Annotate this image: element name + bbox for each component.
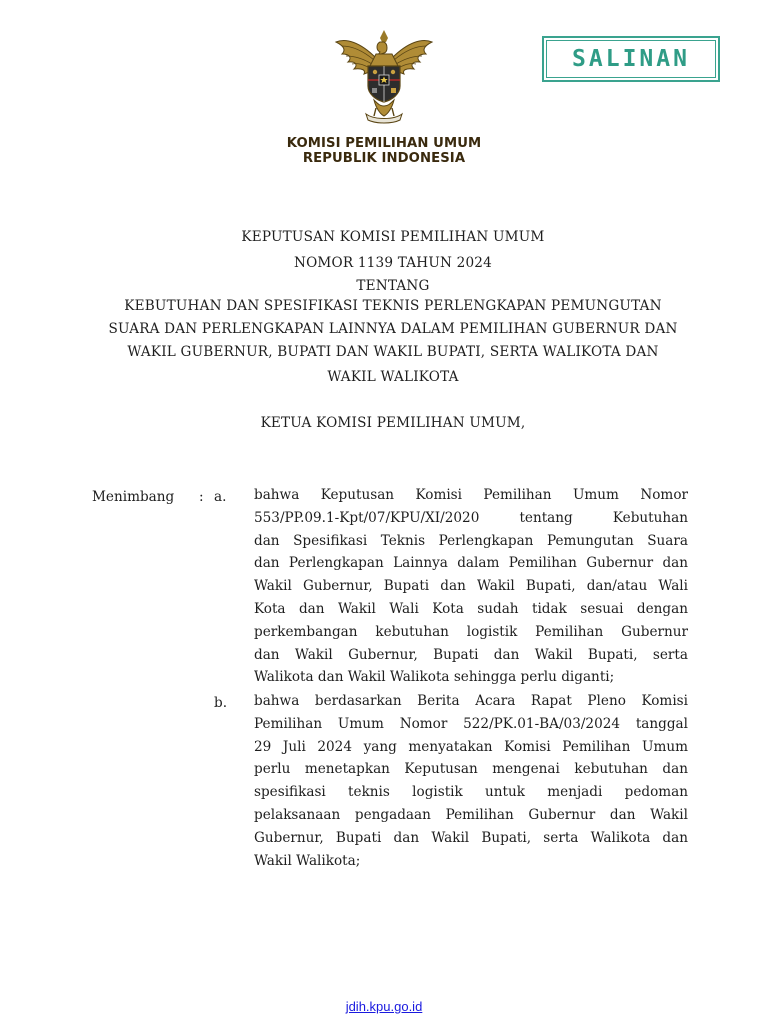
decree-subject-line: WAKIL WALIKOTA <box>327 369 459 385</box>
paragraph-line: perkembangan kebutuhan logistik Pemilihan Gubernur <box>254 623 688 640</box>
paragraph-line: Kota dan Wakil Wali Kota sudah tidak sesuai dengan <box>254 600 688 617</box>
paragraph-line: spesifikasi teknis logistik untuk menjadi pedoman <box>254 784 688 801</box>
paragraph-line: pelaksanaan pengadaan Pemilihan Gubernur dan Wakil <box>254 806 688 823</box>
salinan-stamp <box>542 36 720 82</box>
garuda-emblem-icon <box>330 28 438 126</box>
decree-authority: KETUA KOMISI PEMILIHAN UMUM, <box>260 415 526 431</box>
decree-heading: KEPUTUSAN KOMISI PEMILIHAN UMUM <box>241 229 545 245</box>
paragraph-line: bahwa berdasarkan Berita Acara Rapat Pleno Komisi <box>254 693 688 709</box>
paragraph-line: bahwa Keputusan Komisi Pemilihan Umum Nomor <box>254 487 688 503</box>
organization-country: REPUBLIK INDONESIA <box>302 151 466 166</box>
decree-subject-line: WAKIL GUBERNUR, BUPATI DAN WAKIL BUPATI, SERTA WALIKOTA DAN <box>127 344 659 360</box>
item-marker-a: a. <box>214 489 227 505</box>
stamp-text: SALINAN <box>572 46 690 72</box>
paragraph-line: dan Wakil Gubernur, Bupati dan Wakil Bupati, serta <box>254 646 688 663</box>
paragraph-line: perlu menetapkan Keputusan mengenai kebutuhan dan <box>254 761 688 778</box>
decree-subject-line: SUARA DAN PERLENGKAPAN LAINNYA DALAM PEMILIHAN GUBERNUR DAN <box>108 321 678 337</box>
paragraph-line: 553/PP.09.1-Kpt/07/KPU/XI/2020 tentang Kebutuhan <box>254 509 688 526</box>
jdih-footer-link[interactable]: jdih.kpu.go.id <box>345 999 423 1014</box>
paragraph-line: Wakil Gubernur, Bupati dan Wakil Bupati, dan/atau Wali <box>254 578 688 595</box>
paragraph-line: Gubernur, Bupati dan Wakil Bupati, serta Walikota dan <box>254 829 688 846</box>
decree-number: NOMOR 1139 TAHUN 2024 <box>293 255 493 271</box>
considering-item-b <box>254 690 688 872</box>
paragraph-line: dan Spesifikasi Teknis Perlengkapan Pemungutan Suara <box>254 532 688 549</box>
organization-name: KOMISI PEMILIHAN UMUM <box>286 136 482 151</box>
paragraph-line: Pemilihan Umum Nomor 522/PK.01-BA/03/2024 tanggal <box>254 715 688 732</box>
considering-item-a <box>254 484 688 689</box>
paragraph-line: Wakil Walikota; <box>254 852 361 869</box>
decree-tentang: TENTANG <box>356 278 430 294</box>
considering-label: Menimbang <box>92 489 175 505</box>
paragraph-line: dan Perlengkapan Lainnya dalam Pemilihan Gubernur dan <box>254 555 688 572</box>
paragraph-line: 29 Juli 2024 yang menyatakan Komisi Pemilihan Umum <box>254 738 688 755</box>
item-marker-b: b. <box>214 695 228 711</box>
decree-subject-line: KEBUTUHAN DAN SPESIFIKASI TEKNIS PERLENGKAPAN PEMUNGUTAN <box>124 298 662 314</box>
considering-colon: : <box>199 489 204 505</box>
paragraph-line: Walikota dan Wakil Walikota sehingga perlu diganti; <box>254 669 615 686</box>
